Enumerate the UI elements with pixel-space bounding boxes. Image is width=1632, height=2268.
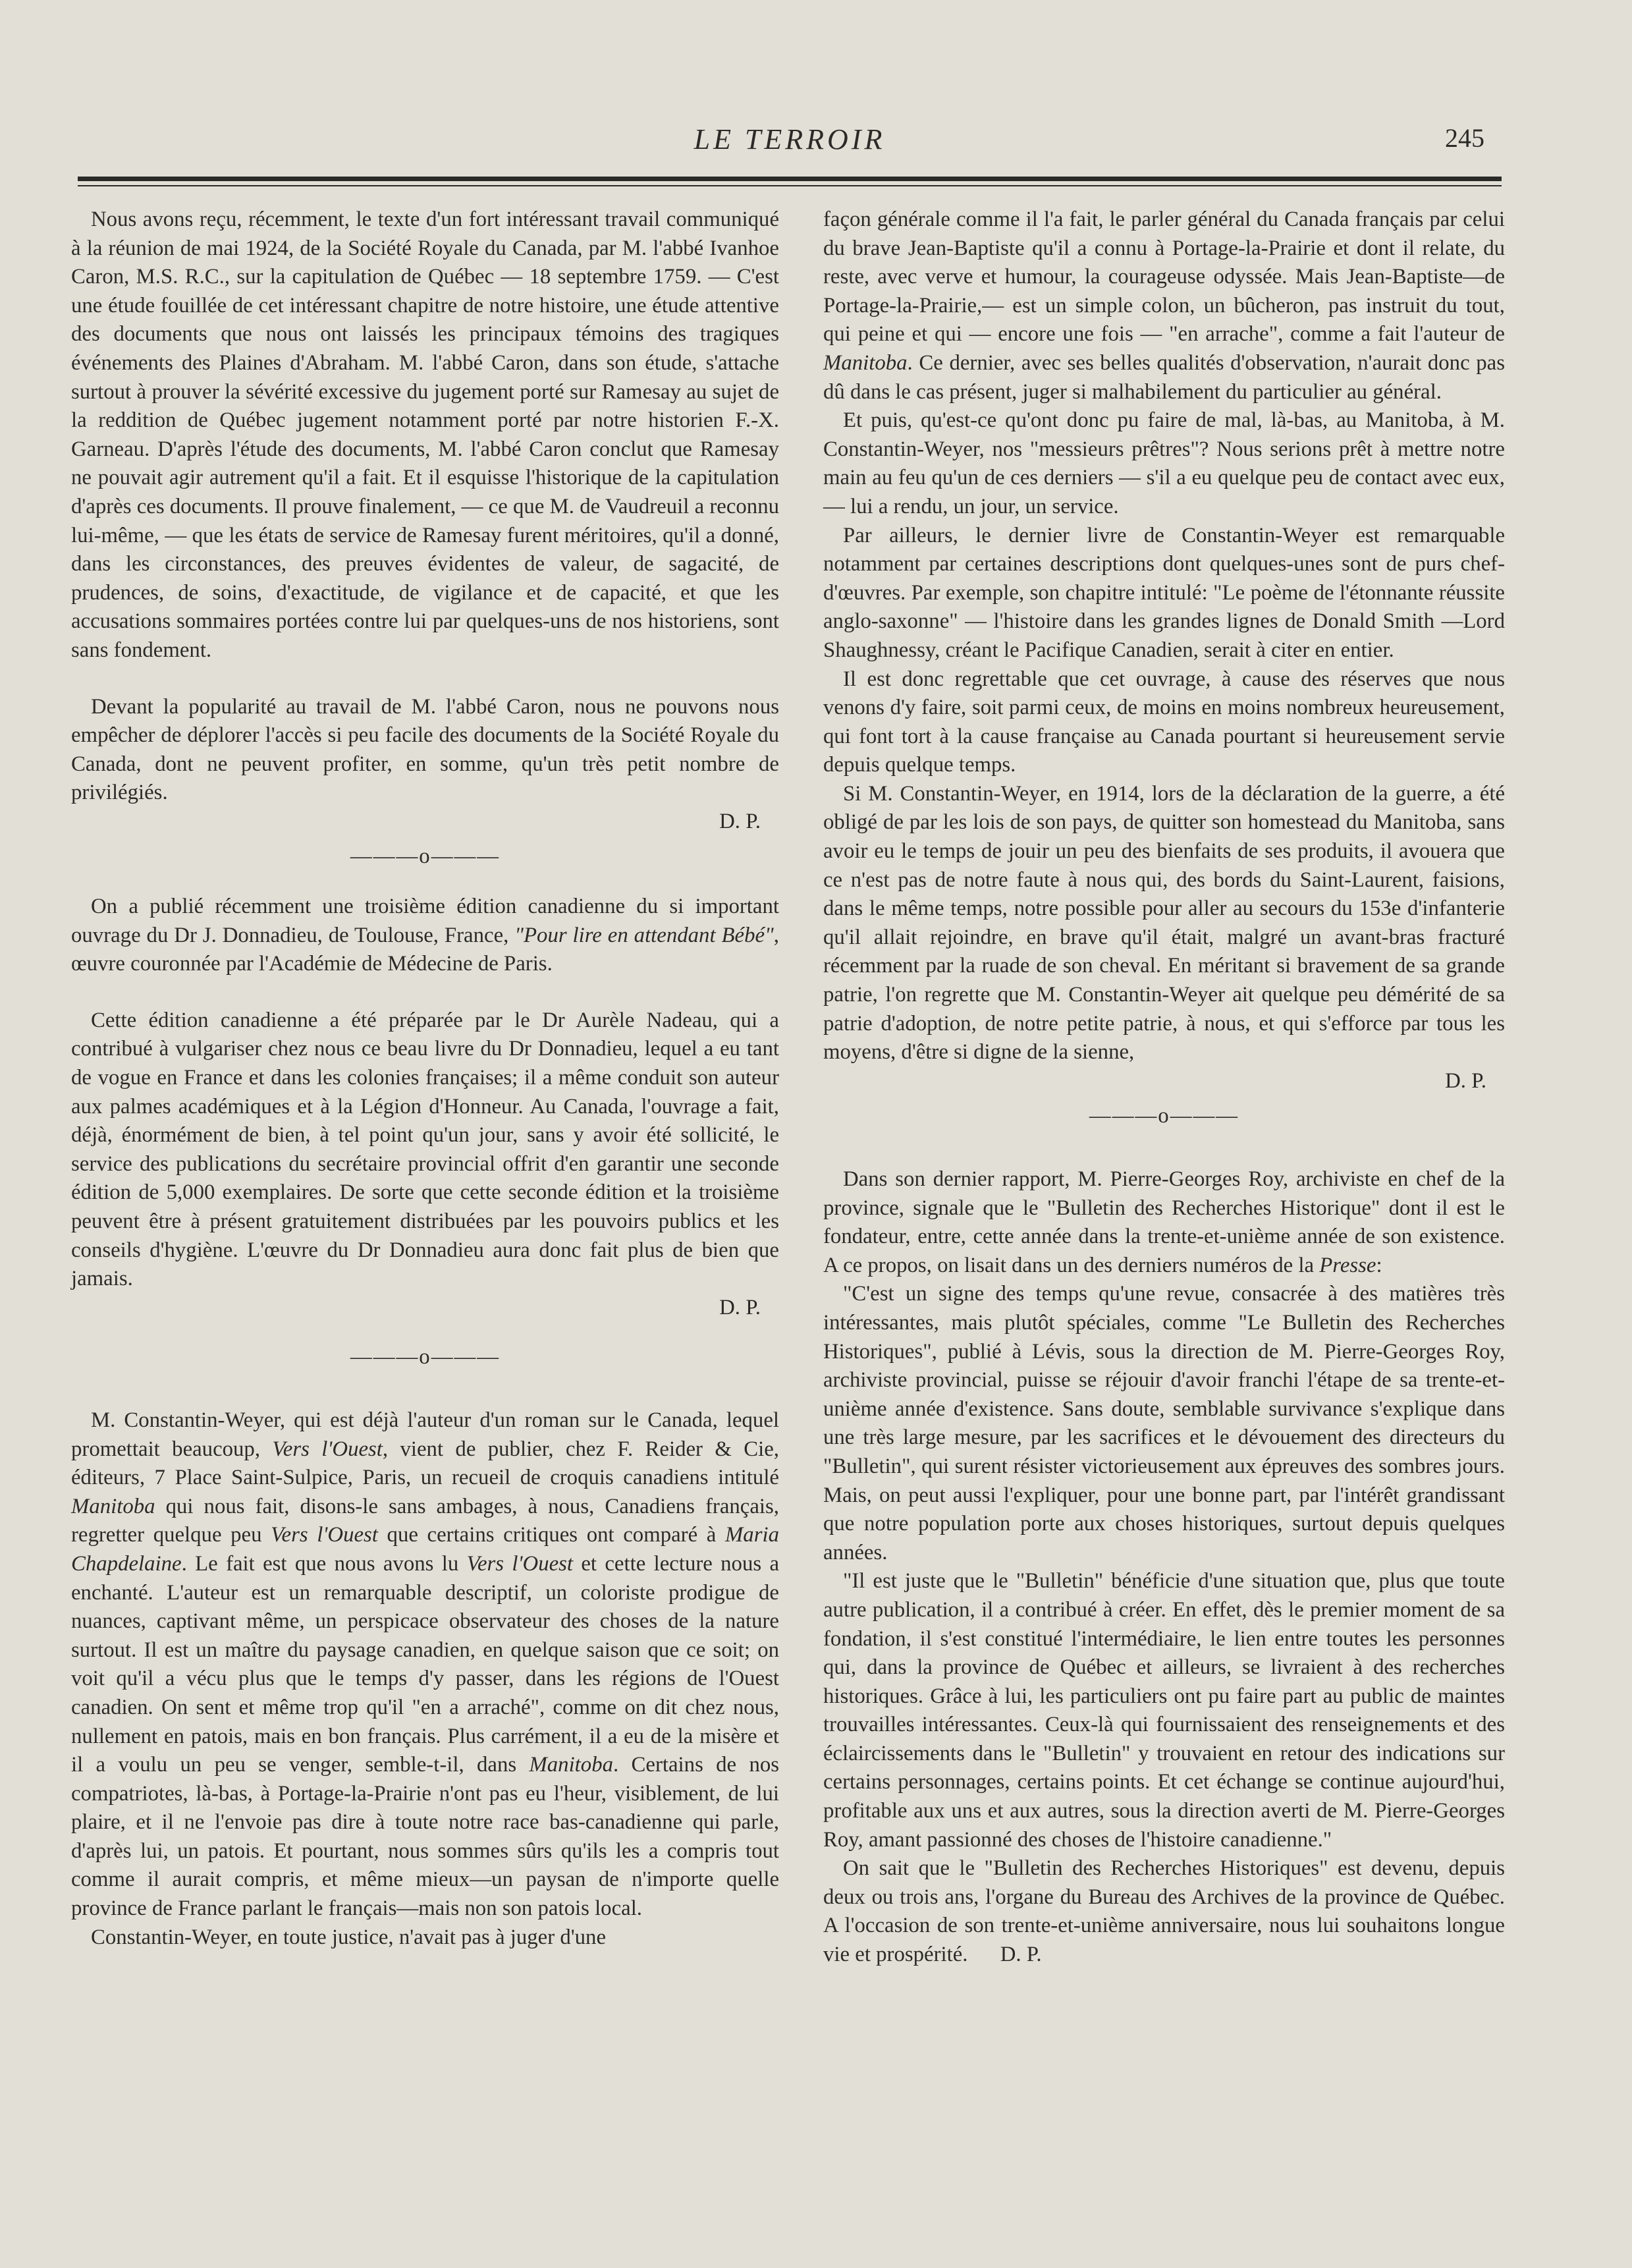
paragraph-regrettable: Il est donc regrettable que cet ouvrage, à cause des réserves que nous venons d'y faire, soit parmi ceux, de moins en moins nombreux heureusement, qui font tort à la cause française au Canada pourtant si heureusement servie depuis quelque temps. [823, 667, 1505, 777]
paragraph-donnadieu: On a publié récemment une troisième édition canadienne du si important ouvrage du Dr J. Donnadieu, de Toulouse, France, "Pour lire en attendant Bébé", œuvre couronnée par l'Académie de Médecine de Paris. [71, 895, 779, 976]
book-title: Maria Chapdelaine [71, 1523, 779, 1576]
section-separator: ———o——— [1089, 1104, 1239, 1128]
signature: D. P. [719, 1295, 761, 1319]
signature: D. P. [1000, 1943, 1042, 1967]
paragraph-descriptions: Par ailleurs, le dernier livre de Constantin-Weyer est remarquable notamment par certaines descriptions dont quelques-unes sont de purs chef-d'œuvres. Par exemple, son chapitre intitulé: "Le poème de l'étonnante réussite anglo-saxonne" — l'histoire dans les grandes lignes de Donald Smith —Lord Shaughnessy, créant le Pacifique Canadien, serait à citer en entier. [823, 523, 1505, 662]
left-column [71, 206, 779, 1952]
section-separator: ———o——— [350, 1345, 501, 1369]
paragraph-constantin-weyer-cont: Constantin-Weyer, en toute justice, n'avait pas à juger d'une [91, 1925, 607, 1949]
newspaper-title: Presse [1319, 1253, 1376, 1277]
running-title: LE TERROIR [694, 123, 886, 155]
paragraph-nadeau-edition: Cette édition canadienne a été préparée par le Dr Aurèle Nadeau, qui a contribué à vulgariser chez nous ce beau livre du Dr Donnadieu, lequel a eu tant de vogue en France et dans les colonies françaises; il a même conduit son auteur aux palmes académiques et à la Légion d'Honneur. Au Canada, l'ouvrage a fait, déjà, énormément de bien, à tel point qu'un jour, sans y avoir été sollicité, le service des publications du secrétaire provincial offrit d'en garantir une seconde édition de 5,000 exemplaires. De sorte que cette seconde édition et la troisième peuvent être à présent gratuitement distribuées par les pouvoirs publics et les conseils d'hygiène. L'œuvre du Dr Donnadieu aura donc fait plus de bien que jamais. [71, 1008, 779, 1291]
header-rule-thin [78, 185, 1502, 186]
book-title: Vers l'Ouest [466, 1551, 574, 1576]
paragraph-parler-canadien: façon générale comme il l'a fait, le parler général du Canada français par celui du brave Jean-Baptiste qu'il a connu à Portage-la-Prairie et dont il relate, du reste, avec verve et humour, la courageuse odyssée. Mais Jean-Baptiste—de Portage-la-Prairie,— est un simple colon, un bûcheron, pas instruit du tout, qui peine et qui — encore une fois — "en arrache", comme a fait l'auteur de Manitoba. Ce dernier, avec ses belles qualités d'observation, n'aurait donc pas dû dans le cas présent, juger si malhabilement du particulier au général. [823, 207, 1505, 404]
paragraph-guerre-1914: Si M. Constantin-Weyer, en 1914, lors de la déclaration de la guerre, a été obligé de par les lois de son pays, de quitter son homestead du Manitoba, sans avoir eu le temps de jouir un peu des bienfaits de ses produits, il avouera que ce n'est pas de notre faute à nous qui, des bords du Saint-Laurent, faisions, dans le même temps, notre possible pour aller au secours du 153e d'infanterie qu'il allait rejoindre, en brave qu'il était, malgré un avant-bras fracturé récemment par la ruade de son cheval. En méritant si bravement de sa grande patrie, l'on regrette que M. Constantin-Weyer ait quelque peu démérité de sa patrie d'adoption, de notre petite patrie, à nous, et qui s'efforce par tous les moyens, d'être si digne de la sienne, [823, 781, 1505, 1065]
page-number: 245 [1445, 123, 1484, 153]
header-rule-thick [78, 177, 1502, 181]
book-title: Vers l'Ouest [272, 1437, 383, 1461]
book-title: Vers l'Ouest [271, 1523, 378, 1547]
right-column [823, 206, 1505, 1970]
paragraph-quote-signe-des-temps: "C'est un signe des temps qu'une revue, consacrée à des matières très intéressantes, mais plutôt spéciales, comme "Le Bulletin des Recherches Historiques", publié à Lévis, sous la direction de M. Pierre-Georges Roy, archiviste provincial, puisse se réjouir d'avoir franchi l'étape de sa trente-et-unième année d'existence. Sans doute, semblable survivance s'explique dans une très large mesure, par les sacrifices et le dévouement des directeurs du "Bulletin", qui surent résister victorieusement aux épreuves des sombres jours. Mais, on peut aussi l'expliquer, pour une bonne part, par l'intérêt grandissant que notre population porte aux choses historiques, surtout depuis quelques années. [823, 1282, 1505, 1564]
paragraph-caron-capitulation: Nous avons reçu, récemment, le texte d'un fort intéressant travail communiqué à la réunion de mai 1924, de la Société Royale du Canada, par M. l'abbé Ivanhoe Caron, M.S. R.C., sur la capitulation de Québec — 18 septembre 1759. — C'est une étude fouillée de cet intéressant chapitre de notre histoire, une étude attentive des documents que nous ont laissés les principaux témoins des tragiques événements des Plaines d'Abraham. M. l'abbé Caron, dans son étude, s'attache surtout à prouver la sévérité excessive du jugement porté sur Ramesay au sujet de la reddition de Québec jugement notamment porté par notre historien F.-X. Garneau. D'après l'étude des documents, M. l'abbé Caron conclut que Ramesay ne pouvait agir autrement qu'il a fait. Et il esquisse l'historique de la capitulation d'après ces documents. Il prouve finalement, — ce que M. de Vaudreuil a reconnu lui-même, — que les états de service de Ramesay furent méritoires, qu'il a donné, dans les circonstances, des preuves évidentes de valeur, de sagacité, de prudences, de soins, d'exactitude, de vigilance et de capacité, et que les accusations sommaires portées contre lui par quelques-uns de nos historiens, sont sans fondement. [71, 207, 779, 662]
paragraph-messieurs-pretres: Et puis, qu'est-ce qu'ont donc pu faire de mal, là-bas, au Manitoba, à M. Constantin-Weyer, nos "messieurs prêtres"? Nous serions prêt à mettre notre main au feu qu'un de ces derniers — s'il a eu quelque peu de contact avec eux, — lui a rendu, un jour, un service. [823, 408, 1505, 518]
book-title: "Pour lire en attendant Bébé" [514, 923, 774, 947]
paragraph-quote-bulletin: "Il est juste que le "Bulletin" bénéficie d'une situation que, plus que toute autre publication, il a contribué à créer. En effet, dès le premier moment de sa fondation, il s'est constitué l'intermédiaire, le lien entre toutes les personnes qui, dans la province de Québec et ailleurs, se livraient à des recherches historiques. Grâce à lui, les particuliers ont pu faire part au public de maintes trouvailles intéressantes. Ceux-là qui fournissaient des renseignements et des éclaircissements dans le "Bulletin" y trouvaient en retour des indications sur certains personnages, certains points. Et cet échange se continue aujourd'hui, profitable aux uns et aux autres, sous la direction averti de M. Pierre-Georges Roy, amant passionné des choses de l'histoire canadienne." [823, 1569, 1505, 1852]
running-header [78, 119, 1502, 165]
paragraph-constantin-weyer: M. Constantin-Weyer, qui est déjà l'auteur d'un roman sur le Canada, lequel promettait beaucoup, Vers l'Ouest, vient de publier, chez F. Reider & Cie, éditeurs, 7 Place Saint-Sulpice, Paris, un recueil de croquis canadiens intitulé Manitoba qui nous fait, disons-le sans ambages, à nous, Canadiens français, regretter quelque peu Vers l'Ouest que certains critiques ont comparé à Maria Chapdelaine. Le fait est que nous avons lu Vers l'Ouest et cette lecture nous a enchanté. L'auteur est un remarquable descriptif, un coloriste prodigue de nuances, captivant même, un perspicace observateur des choses de la nature surtout. Il est un maître du paysage canadien, en quelque saison que ce soit; on voit qu'il a vécu plus que le temps d'y passer, dans les régions de l'Ouest canadien. On sent et même trop qu'il "en a arraché", comme on dit chez nous, nullement en patois, mais en bon français. Plus carrément, il a eu de la misère et il a voulu un peu se venger, semble-t-il, dans Manitoba. Certains de nos compatriotes, là-bas, à Portage-la-Prairie n'ont pas eu l'heur, visiblement, de lui plaire, et il ne l'envoie pas dire à toute notre race bas-canadienne qui parle, d'après lui, un patois. Et pourtant, nous sommes sûrs qu'ils les a compris tout comme il aurait compris, et même mieux—un paysan de n'importe quelle province de France parlant le français—mais non son patois local. [71, 1408, 780, 1921]
paragraph-organe-archives: On sait que le "Bulletin des Recherches Historiques" est devenu, depuis deux ou trois ans, l'organe du Bureau des Archives de la province de Québec. A l'occasion de son trente-et-unième anniversaire, nous lui souhaitons longue vie et prospérité. D. P. [823, 1856, 1505, 1967]
signature: D. P. [719, 809, 761, 833]
book-title: Manitoba [823, 350, 908, 375]
paragraph-societe-royale: Devant la popularité au travail de M. l'abbé Caron, nous ne pouvons nous empêcher de déplorer l'accès si peu facile des documents de la Société Royale du Canada, dont ne peuvent profiter, en somme, qu'un très petit nombre de privilégiés. [71, 694, 779, 805]
book-title: Manitoba [529, 1753, 613, 1777]
section-separator: ———o——— [350, 844, 501, 869]
signature: D. P. [1445, 1068, 1486, 1093]
book-title: Manitoba [71, 1494, 155, 1518]
paragraph-bulletin-rapport: Dans son dernier rapport, M. Pierre-Georges Roy, archiviste en chef de la province, signale que le "Bulletin des Recherches Historique" dont il est le fondateur, entre, cette année dans la trente-et-unième année de son existence. A ce propos, on lisait dans un des derniers numéros de la Presse: [823, 1167, 1505, 1277]
